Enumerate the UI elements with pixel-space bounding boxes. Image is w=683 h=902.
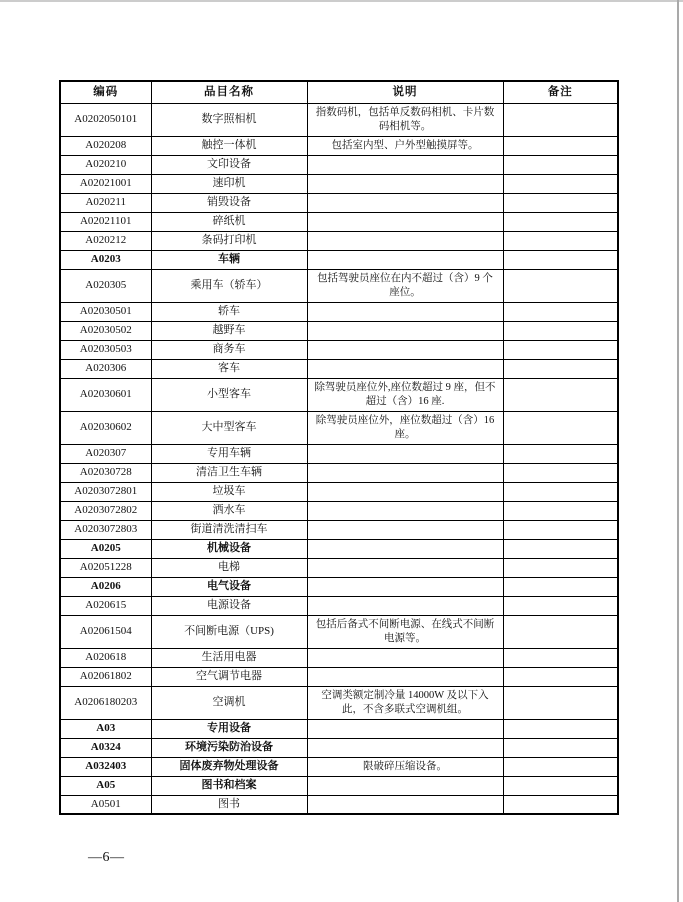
table-row — [60, 757, 618, 776]
code-cell: A0206 — [60, 577, 151, 596]
table-row — [60, 321, 618, 340]
name-cell: 电气设备 — [151, 577, 307, 596]
table-row — [60, 193, 618, 212]
note-cell — [503, 482, 618, 501]
name-cell: 图书 — [151, 795, 307, 814]
note-cell — [503, 776, 618, 795]
name-cell: 车辆 — [151, 250, 307, 269]
desc-cell — [307, 444, 503, 463]
desc-cell — [307, 795, 503, 814]
desc-cell: 除驾驶员座位外,座位数超过 9 座，但不超过（含）16 座. — [307, 378, 503, 411]
code-cell: A020210 — [60, 155, 151, 174]
code-cell: A032403 — [60, 757, 151, 776]
note-cell — [503, 193, 618, 212]
code-cell: A020212 — [60, 231, 151, 250]
name-cell: 电源设备 — [151, 596, 307, 615]
desc-cell — [307, 359, 503, 378]
note-cell — [503, 231, 618, 250]
desc-cell: 包括驾驶员座位在内不超过（含）9 个座位。 — [307, 269, 503, 302]
code-cell: A02030728 — [60, 463, 151, 482]
name-cell: 专用设备 — [151, 719, 307, 738]
note-cell — [503, 648, 618, 667]
desc-cell — [307, 250, 503, 269]
name-cell: 垃圾车 — [151, 482, 307, 501]
code-cell: A05 — [60, 776, 151, 795]
table-row — [60, 136, 618, 155]
code-cell: A02061504 — [60, 615, 151, 648]
note-cell — [503, 340, 618, 359]
code-cell: A02021001 — [60, 174, 151, 193]
note-cell — [503, 411, 618, 444]
name-cell: 图书和档案 — [151, 776, 307, 795]
scan-edge-top — [0, 0, 683, 2]
desc-cell — [307, 596, 503, 615]
table-row — [60, 482, 618, 501]
scan-edge-right — [677, 0, 679, 902]
note-cell — [503, 757, 618, 776]
note-cell — [503, 378, 618, 411]
table-row — [60, 174, 618, 193]
note-cell — [503, 577, 618, 596]
note-cell — [503, 463, 618, 482]
desc-cell — [307, 558, 503, 577]
code-cell: A0324 — [60, 738, 151, 757]
table-row — [60, 155, 618, 174]
code-cell: A020615 — [60, 596, 151, 615]
desc-cell: 包括室内型、户外型触摸屏等。 — [307, 136, 503, 155]
desc-cell — [307, 776, 503, 795]
code-cell: A02030601 — [60, 378, 151, 411]
desc-cell — [307, 482, 503, 501]
table-row — [60, 776, 618, 795]
desc-cell — [307, 501, 503, 520]
table-row — [60, 686, 618, 719]
note-cell — [503, 212, 618, 231]
code-cell: A020208 — [60, 136, 151, 155]
note-cell — [503, 302, 618, 321]
table-row — [60, 103, 618, 136]
name-cell: 小型客车 — [151, 378, 307, 411]
table-row — [60, 667, 618, 686]
code-cell: A020305 — [60, 269, 151, 302]
name-cell: 乘用车（轿车） — [151, 269, 307, 302]
desc-cell — [307, 321, 503, 340]
note-cell — [503, 250, 618, 269]
header-row — [60, 81, 618, 103]
table-row — [60, 444, 618, 463]
desc-cell — [307, 577, 503, 596]
note-cell — [503, 155, 618, 174]
name-cell: 轿车 — [151, 302, 307, 321]
desc-cell — [307, 648, 503, 667]
name-cell: 环境污染防治设备 — [151, 738, 307, 757]
code-cell: A020211 — [60, 193, 151, 212]
column-header-remarks: 备注 — [503, 81, 618, 103]
table-row — [60, 520, 618, 539]
note-cell — [503, 103, 618, 136]
code-cell: A020306 — [60, 359, 151, 378]
name-cell: 客车 — [151, 359, 307, 378]
desc-cell: 限破碎压缩设备。 — [307, 757, 503, 776]
table-row — [60, 795, 618, 814]
note-cell — [503, 269, 618, 302]
table-row — [60, 539, 618, 558]
code-cell: A020307 — [60, 444, 151, 463]
table-row — [60, 577, 618, 596]
code-cell: A02030501 — [60, 302, 151, 321]
code-cell: A02030502 — [60, 321, 151, 340]
name-cell: 电梯 — [151, 558, 307, 577]
note-cell — [503, 558, 618, 577]
desc-cell — [307, 212, 503, 231]
desc-cell: 指数码机，包括单反数码相机、卡片数码相机等。 — [307, 103, 503, 136]
note-cell — [503, 719, 618, 738]
note-cell — [503, 174, 618, 193]
desc-cell: 除驾驶员座位外，座位数超过（含）16 座。 — [307, 411, 503, 444]
table-row — [60, 212, 618, 231]
code-cell: A03 — [60, 719, 151, 738]
name-cell: 专用车辆 — [151, 444, 307, 463]
note-cell — [503, 795, 618, 814]
desc-cell — [307, 719, 503, 738]
desc-cell — [307, 231, 503, 250]
name-cell: 大中型客车 — [151, 411, 307, 444]
note-cell — [503, 596, 618, 615]
note-cell — [503, 667, 618, 686]
table-row — [60, 340, 618, 359]
note-cell — [503, 520, 618, 539]
name-cell: 洒水车 — [151, 501, 307, 520]
table-row — [60, 596, 618, 615]
name-cell: 固体废弃物处理设备 — [151, 757, 307, 776]
note-cell — [503, 444, 618, 463]
code-cell: A0203072801 — [60, 482, 151, 501]
note-cell — [503, 686, 618, 719]
note-cell — [503, 738, 618, 757]
table-row — [60, 558, 618, 577]
desc-cell: 包括后备式不间断电源、在线式不间断电源等。 — [307, 615, 503, 648]
page-number: —6— — [88, 850, 125, 865]
code-cell: A02030602 — [60, 411, 151, 444]
table-row — [60, 302, 618, 321]
desc-cell — [307, 520, 503, 539]
note-cell — [503, 501, 618, 520]
code-cell: A02021101 — [60, 212, 151, 231]
name-cell: 数字照相机 — [151, 103, 307, 136]
name-cell: 销毁设备 — [151, 193, 307, 212]
code-cell: A020618 — [60, 648, 151, 667]
name-cell: 越野车 — [151, 321, 307, 340]
table-row — [60, 411, 618, 444]
desc-cell — [307, 667, 503, 686]
table-body — [60, 103, 618, 814]
table-row — [60, 501, 618, 520]
code-cell: A0203072802 — [60, 501, 151, 520]
name-cell: 条码打印机 — [151, 231, 307, 250]
code-cell: A02061802 — [60, 667, 151, 686]
code-cell: A0203 — [60, 250, 151, 269]
table-row — [60, 378, 618, 411]
code-cell: A0203072803 — [60, 520, 151, 539]
name-cell: 空气调节电器 — [151, 667, 307, 686]
table-row — [60, 463, 618, 482]
code-cell: A0202050101 — [60, 103, 151, 136]
table-row — [60, 648, 618, 667]
desc-cell — [307, 463, 503, 482]
procurement-catalog-table — [59, 80, 619, 815]
table-row — [60, 615, 618, 648]
name-cell: 速印机 — [151, 174, 307, 193]
name-cell: 清洁卫生车辆 — [151, 463, 307, 482]
name-cell: 商务车 — [151, 340, 307, 359]
desc-cell — [307, 174, 503, 193]
desc-cell — [307, 738, 503, 757]
note-cell — [503, 615, 618, 648]
desc-cell — [307, 539, 503, 558]
code-cell: A02051228 — [60, 558, 151, 577]
name-cell: 碎纸机 — [151, 212, 307, 231]
name-cell: 不间断电源（UPS) — [151, 615, 307, 648]
desc-cell: 空调类额定制冷量 14000W 及以下入此，不含多联式空调机组。 — [307, 686, 503, 719]
name-cell: 文印设备 — [151, 155, 307, 174]
code-cell: A02030503 — [60, 340, 151, 359]
table-row — [60, 738, 618, 757]
desc-cell — [307, 155, 503, 174]
table-row — [60, 359, 618, 378]
code-cell: A0205 — [60, 539, 151, 558]
table-row — [60, 719, 618, 738]
note-cell — [503, 359, 618, 378]
table-row — [60, 250, 618, 269]
table-row — [60, 231, 618, 250]
desc-cell — [307, 193, 503, 212]
name-cell: 机械设备 — [151, 539, 307, 558]
name-cell: 触控一体机 — [151, 136, 307, 155]
column-header-description: 说明 — [307, 81, 503, 103]
desc-cell — [307, 340, 503, 359]
name-cell: 空调机 — [151, 686, 307, 719]
code-cell: A0206180203 — [60, 686, 151, 719]
table-row — [60, 269, 618, 302]
note-cell — [503, 539, 618, 558]
desc-cell — [307, 302, 503, 321]
name-cell: 生活用电器 — [151, 648, 307, 667]
code-cell: A0501 — [60, 795, 151, 814]
note-cell — [503, 321, 618, 340]
note-cell — [503, 136, 618, 155]
column-header-code: 编码 — [60, 81, 151, 103]
column-header-name: 品目名称 — [151, 81, 307, 103]
name-cell: 街道清洗清扫车 — [151, 520, 307, 539]
